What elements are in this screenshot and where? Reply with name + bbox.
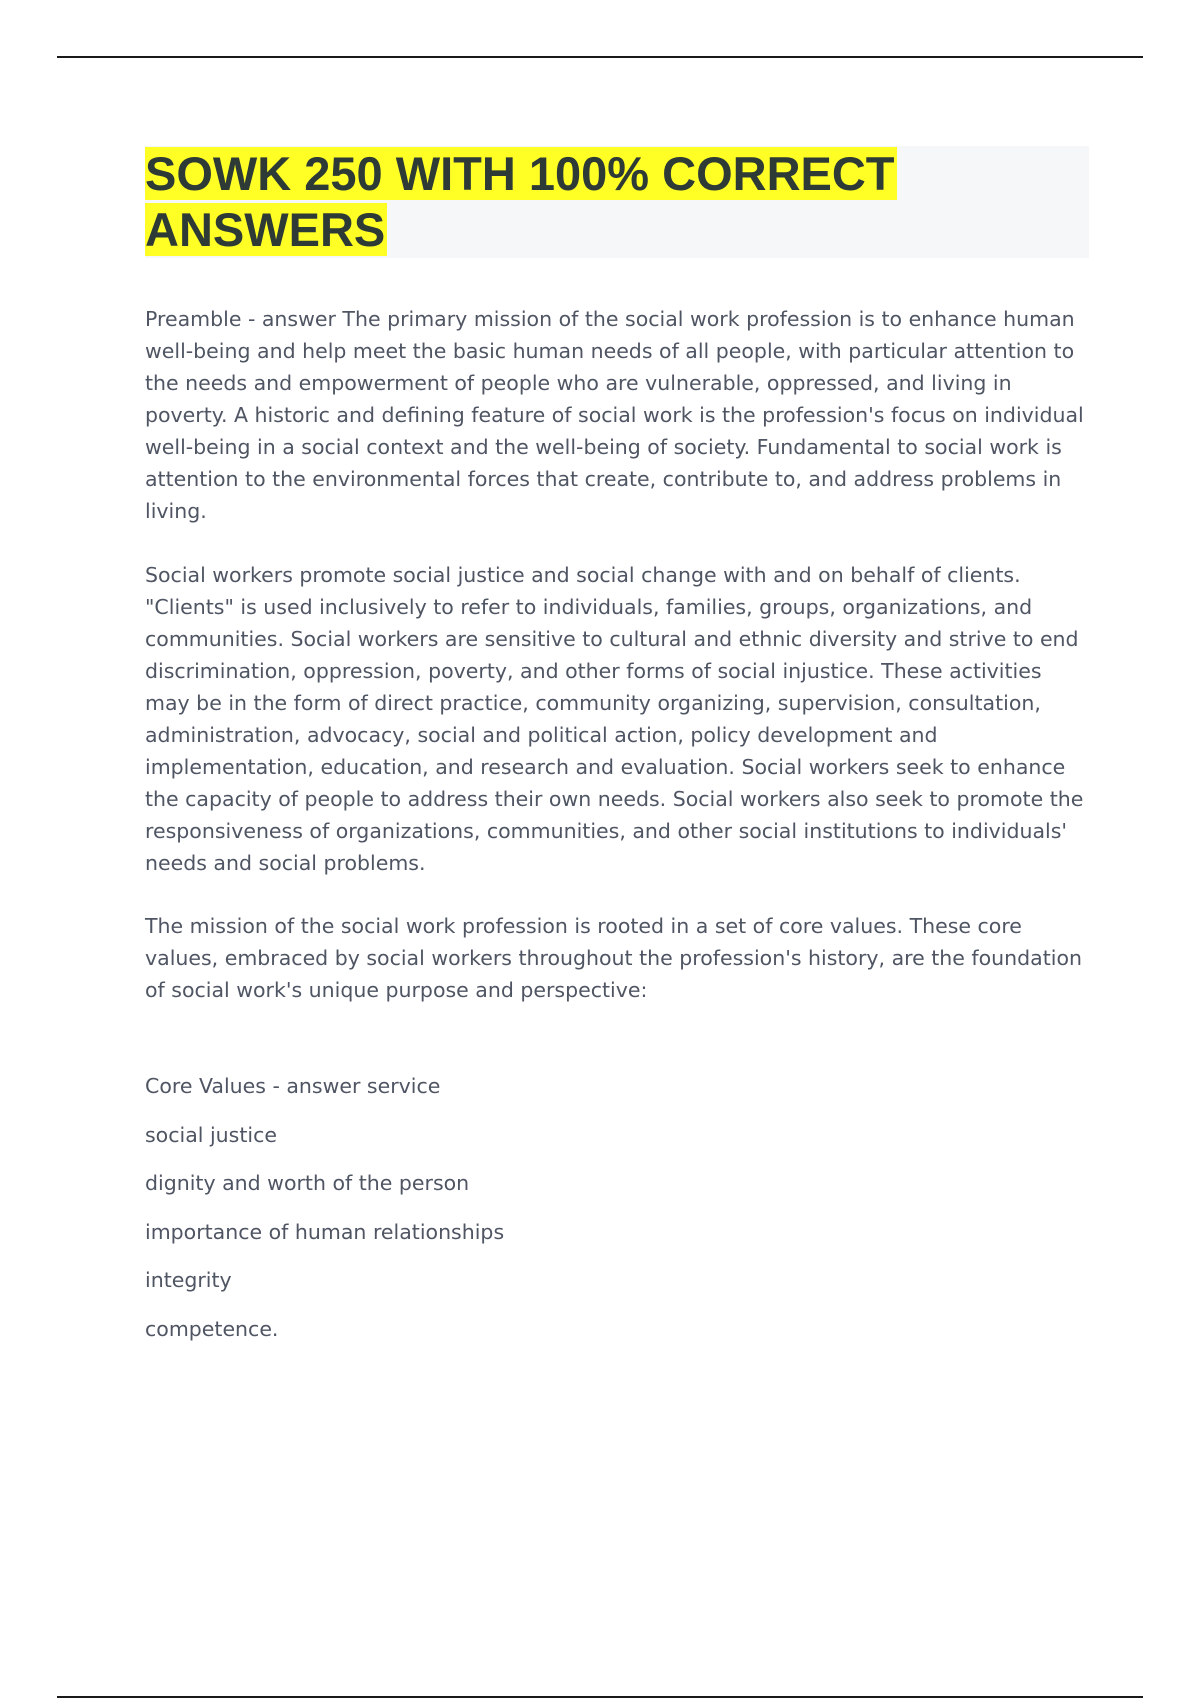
paragraph-mission: The mission of the social work profession is rooted in a set of core values. These core values, embraced by social workers throughout the profession's history, are the foundation of social work's unique purpose and perspective: xyxy=(145,914,1082,1002)
title-line-1: SOWK 250 WITH 100% CORRECT xyxy=(145,147,895,200)
core-values-list xyxy=(145,1070,504,1361)
top-rule xyxy=(57,56,1143,58)
document-title xyxy=(145,146,1089,258)
paragraph-social-justice: Social workers promote social justice and social change with and on behalf of clients. "Clients" is used inclusively to refer to individuals, families, groups, organizations, and communities. Social workers are sensitive to cultural and ethnic diversity and strive to end discrimination, oppression, poverty, and other forms of social injustice. These activities may be in the form of direct practice, community organizing, supervision, consultation, administration, advocacy, social and political action, policy development and implementation, education, and research and evaluation. Social workers seek to enhance the capacity of people to address their own needs. Social workers also seek to promote the responsiveness of organizations, communities, and other social institutions to individuals' needs and social problems. xyxy=(145,563,1084,875)
title-line-2: ANSWERS xyxy=(145,203,386,256)
core-value-item: importance of human relationships xyxy=(145,1219,505,1244)
paragraph-preamble: Preamble - answer The primary mission of the social work profession is to enhance human well-being and help meet the basic human needs of all people, with particular attention to the needs and empowerment of people who are vulnerable, oppressed, and living in poverty. A historic and defining feature of social work is the profession's focus on individual well-being in a social context and the well-being of society. Fundamental to social work is attention to the environmental forces that create, contribute to, and address problems in living. xyxy=(145,307,1084,523)
core-value-item: Core Values - answer service xyxy=(145,1074,441,1098)
bottom-rule xyxy=(57,1696,1143,1698)
core-value-item: social justice xyxy=(145,1122,277,1147)
title-block xyxy=(145,146,1089,258)
core-value-item: competence. xyxy=(145,1316,279,1341)
core-value-item: integrity xyxy=(145,1268,232,1292)
core-value-item: dignity and worth of the person xyxy=(145,1171,470,1195)
